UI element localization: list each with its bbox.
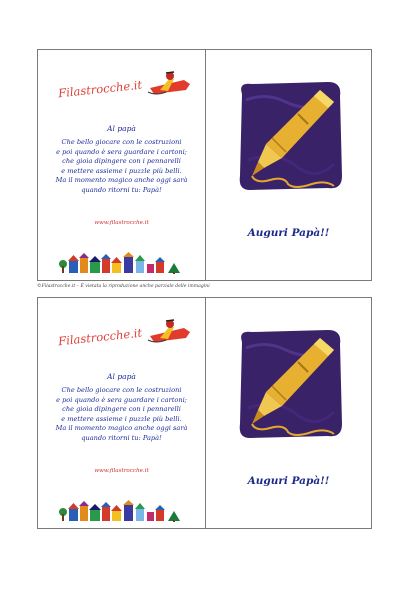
card-left-panel bbox=[38, 50, 205, 280]
poem-text bbox=[38, 386, 205, 444]
filastrocche-logo bbox=[58, 316, 198, 356]
logo-text: Filastrocche.it bbox=[57, 325, 143, 349]
fountain-pen-illustration bbox=[236, 328, 344, 440]
poem-line: e poi quando è sera guardare i cartoni; bbox=[56, 395, 187, 404]
poem-line: e poi quando è sera guardare i cartoni; bbox=[56, 147, 187, 156]
site-link: www.filastrocche.it bbox=[94, 220, 149, 226]
filastrocche-logo bbox=[58, 68, 198, 108]
poem-line: quando ritorni tu: Papà! bbox=[81, 185, 162, 194]
poem-line: e mettere assieme i puzzle più belli. bbox=[61, 166, 182, 175]
poem-line: Ma il momento magico anche oggi sarà bbox=[55, 176, 188, 185]
poem-line: che gioia dipingere con i pennarelli bbox=[62, 405, 181, 414]
greeting-card-2 bbox=[37, 297, 372, 529]
greeting-text: Auguri Papà!! bbox=[247, 227, 330, 239]
poem-line: e mettere assieme i puzzle più belli. bbox=[61, 414, 182, 423]
logo-text: Filastrocche.it bbox=[57, 77, 143, 101]
site-link: www.filastrocche.it bbox=[94, 468, 149, 474]
card-right-panel bbox=[206, 50, 371, 280]
card-left-panel bbox=[38, 298, 205, 528]
card-right-panel bbox=[206, 298, 371, 528]
poem-line: Che bello giocare con le costruzioni bbox=[61, 138, 182, 146]
poem-line: quando ritorni tu: Papà! bbox=[81, 433, 162, 442]
greeting-card-1 bbox=[37, 49, 372, 281]
houses-illustration bbox=[58, 500, 186, 522]
airplane-icon bbox=[146, 318, 192, 348]
poem-text bbox=[38, 138, 205, 196]
poem-title: Al papà bbox=[107, 124, 136, 133]
copyright-caption: ©Filastrocche.it – È vietata la riproduzione anche parziale delle immagini bbox=[37, 284, 210, 289]
airplane-icon bbox=[146, 70, 192, 100]
poem-line: Ma il momento magico anche oggi sarà bbox=[55, 424, 188, 433]
poem-line: Che bello giocare con le costruzioni bbox=[61, 386, 182, 394]
greeting-text: Auguri Papà!! bbox=[247, 475, 330, 487]
houses-illustration bbox=[58, 252, 186, 274]
fountain-pen-illustration bbox=[236, 80, 344, 192]
poem-title: Al papà bbox=[107, 372, 136, 381]
poem-line: che gioia dipingere con i pennarelli bbox=[62, 157, 181, 166]
